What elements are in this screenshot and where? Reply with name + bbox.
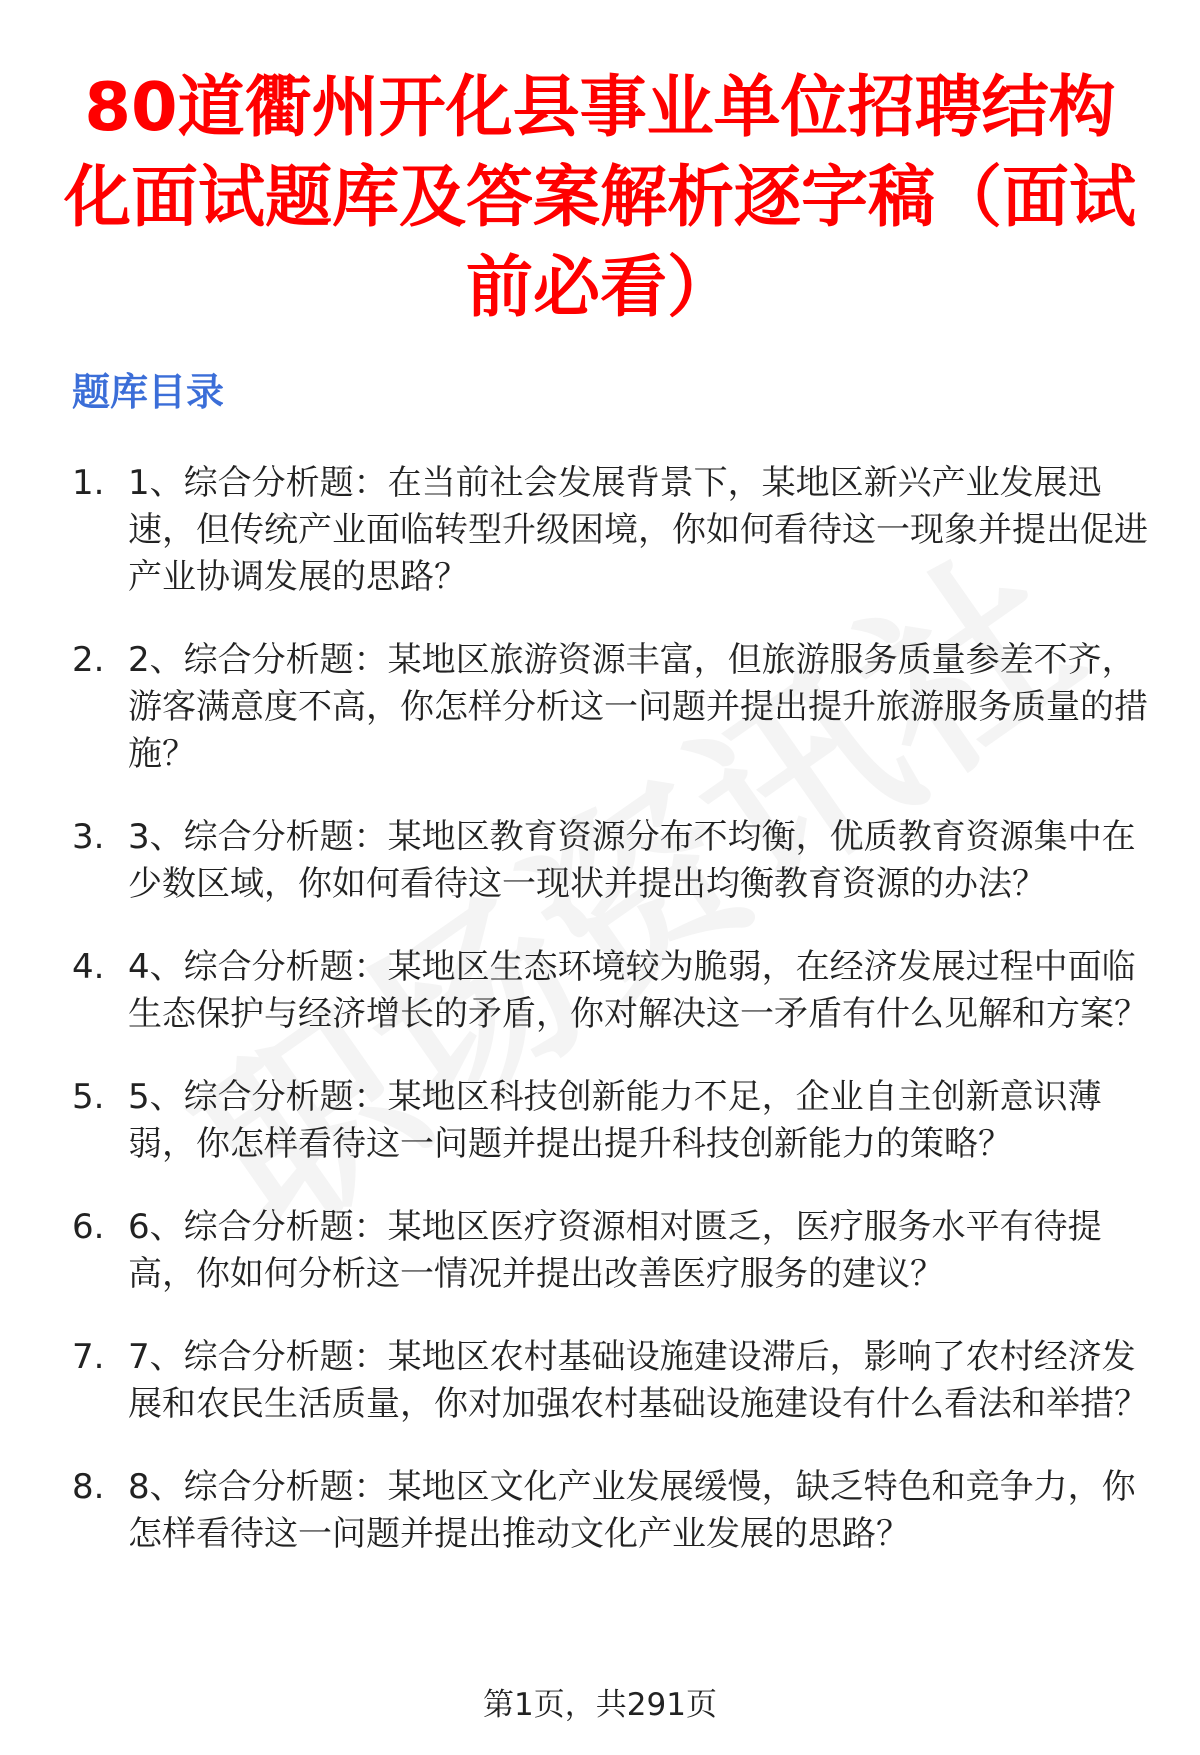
toc-item-text: 8、综合分析题：某地区文化产业发展缓慢，缺乏特色和竞争力，你怎样看待这一问题并提出推动文化产业发展的思路？	[128, 1467, 1136, 1554]
toc-heading: 题库目录	[72, 370, 225, 414]
toc-item-number: 5.	[72, 1077, 105, 1117]
document-title: 80道衢州开化县事业单位招聘结构化面试题库及答案解析逐字稿（面试前必看）	[64, 68, 1136, 326]
toc-item-text: 5、综合分析题：某地区科技创新能力不足，企业自主创新意识薄弱，你怎样看待这一问题并提出提升科技创新能力的策略？	[128, 1077, 1102, 1164]
toc-item-number: 8.	[72, 1467, 105, 1507]
toc-list	[72, 460, 1162, 1594]
toc-item[interactable]	[72, 1464, 1162, 1558]
toc-item-number: 1.	[72, 463, 105, 503]
toc-item[interactable]	[72, 1204, 1162, 1298]
toc-item-number: 6.	[72, 1207, 105, 1247]
toc-item-number: 7.	[72, 1337, 105, 1377]
toc-item[interactable]	[72, 460, 1162, 601]
toc-item-text: 3、综合分析题：某地区教育资源分布不均衡，优质教育资源集中在少数区域，你如何看待这一现状并提出均衡教育资源的办法？	[128, 817, 1136, 904]
toc-item[interactable]	[72, 1074, 1162, 1168]
toc-item[interactable]	[72, 814, 1162, 908]
toc-item-number: 2.	[72, 640, 105, 680]
toc-item-number: 4.	[72, 947, 105, 987]
toc-item-text: 1、综合分析题：在当前社会发展背景下，某地区新兴产业发展迅速，但传统产业面临转型升级困境，你如何看待这一现象并提出促进产业协调发展的思路？	[128, 463, 1148, 597]
toc-item-number: 3.	[72, 817, 105, 857]
toc-item-text: 7、综合分析题：某地区农村基础设施建设滞后，影响了农村经济发展和农民生活质量，你对加强农村基础设施建设有什么看法和举措？	[128, 1337, 1148, 1424]
toc-item[interactable]	[72, 1334, 1162, 1428]
toc-item-text: 4、综合分析题：某地区生态环境较为脆弱，在经济发展过程中面临生态保护与经济增长的矛盾，你对解决这一矛盾有什么见解和方案？	[128, 947, 1148, 1034]
toc-item-text: 6、综合分析题：某地区医疗资源相对匮乏，医疗服务水平有待提高，你如何分析这一情况并提出改善医疗服务的建议？	[128, 1207, 1102, 1294]
page-footer: 第1页，共291页	[483, 1687, 717, 1723]
toc-item-text: 2、综合分析题：某地区旅游资源丰富，但旅游服务质量参差不齐，游客满意度不高，你怎样分析这一问题并提出提升旅游服务质量的措施？	[128, 640, 1148, 774]
toc-item[interactable]	[72, 944, 1162, 1038]
toc-item[interactable]	[72, 637, 1162, 778]
